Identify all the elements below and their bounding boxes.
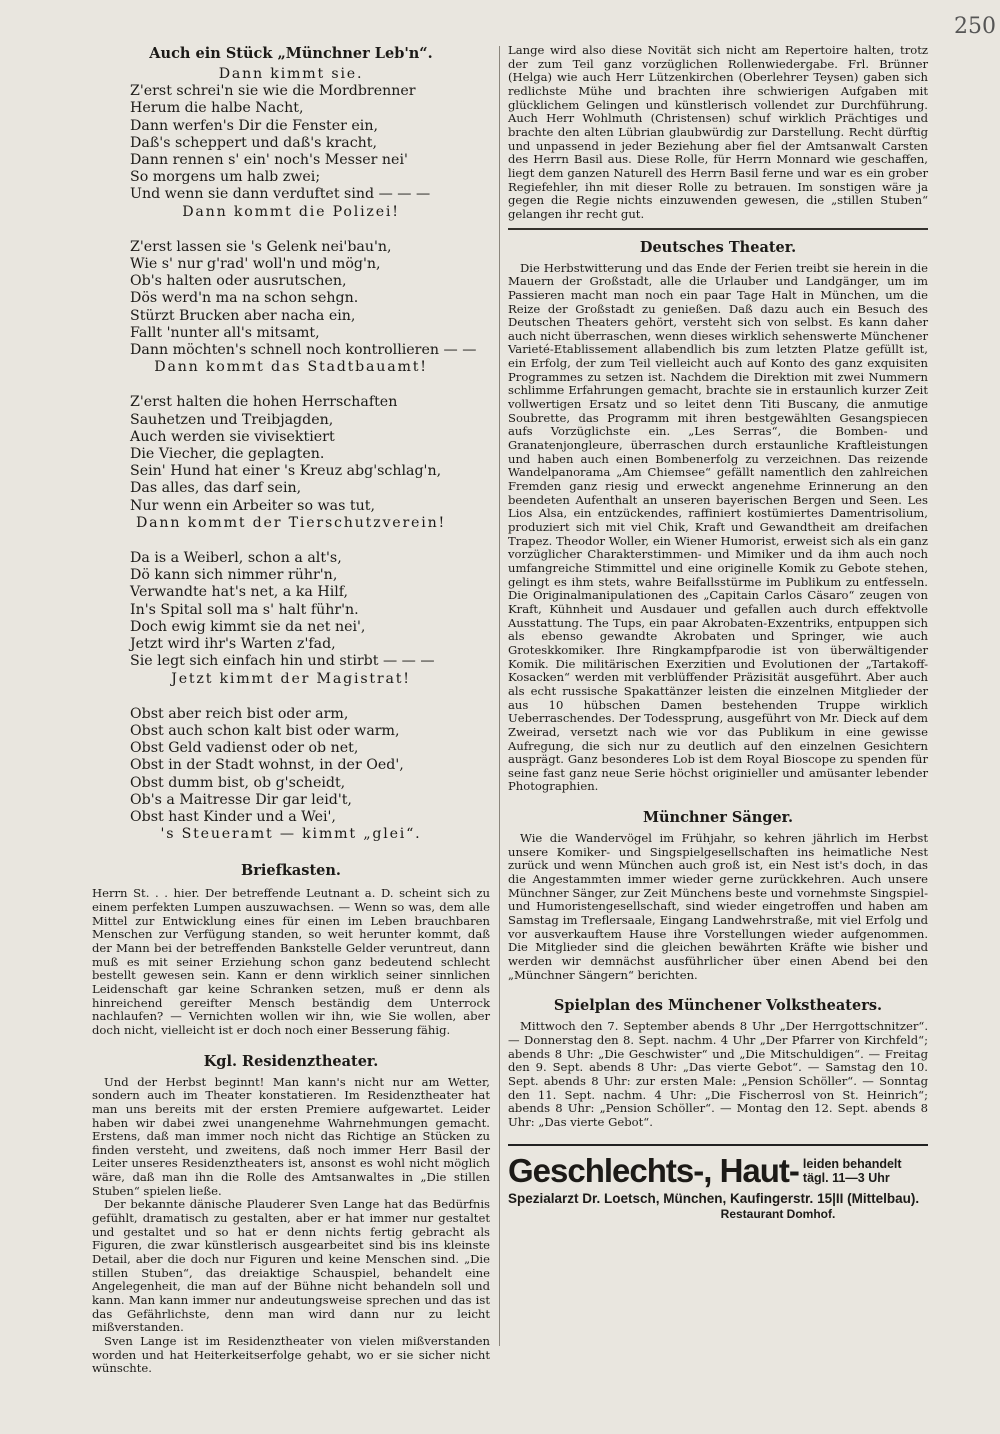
deutsches-text: Die Herbstwitterung und das Ende der Ferien treibt sie herein in die Mauern der Großstadt, alle die Urlauber und Landgänger, um im Passieren macht man noch ein paar Tage Halt in München, um die Reize der Großstadt zu genießen. Daß dazu auch ein Besuch des Deutschen Theaters gehört, versteht sich von selbst. Es kann daher auch nicht überraschen, wenn dieses wirklich sehenswerte Münchener Varieté-Etablissement allabendlich bis zum letzten Platze gefüllt ist, ein Erfolg, der zum Teil vielleicht auch auf Konto des ganz exquisiten Programmes zu setzen ist. Nachdem die Direktion mit zwei Nummern schlimme Erfahrungen gemacht, brachte sie in erstaunlich kurzer Zeit vollwertigen Ersatz und so leitet denn Titi Buscany, die anmutige Soubrette, das Programm mit ihren bestgewählten Gesangspiecen aufs Vorzüglichste ein. „Les Serras“, die Bomben- und Granatenjongleure, überraschen durch erstaunliche Kraftleistungen und haben auch einen Bombenerfolg zu verzeichnen. Das reizende Wandelpanorama „Am Chiemsee“ gefällt namentlich den zahlreichen Fremden ganz riesig und erweckt angenehme Erinnerung an den beendeten Aufenthalt an unseren bayerischen Bergen und Seen. Les Lios Alsa, ein entzückendes, raffiniert kostümiertes Damentrisolium, produziert sich mit viel Chik, Kraft und Gewandtheit am dreifachen Trapez. Theodor Woller, ein Wiener Humorist, erweist sich als ein ganz vorzüglicher Charakterstimmen- und Mimiker und da ihm auch noch umfangreiche Stimmittel und eine originelle Komik zu Gebote stehen, gelingt es ihm stets, wahre Beifallsstürme im Publikum zu entfesseln. Die Originalmanipulationen des „Capitain Carlos Cäsaro“ zeugen von Kraft, Kühnheit und Ausdauer und gefallen auch durch effektvolle Ausstattung. The Tups, ein paar Akrobaten-Exzentriks, entpuppen sich als ebenso gewandte Akrobaten und Springer, wie auch Groteskkomiker. Ihre Ringkampfparodie ist von überwältigender Komik. Die militärischen Exerzitien und Evolutionen der „Tartakoff-Kosacken“ werden mit verblüffender Präzisität ausgeführt. Aber auch als echt russische Spakattänzer leisten die einzelnen Mitglieder der aus 10 hübschen Damen bestehenden Truppe wirklich Ueberraschendes. Der Todessprung, ausgeführt von Mr. Dieck auf dem Zweirad, versetzt nach wie vor das Publikum in eine gewisse Aufregung, die sich nur zu deutlich auf den einzelnen Gesichtern ausprägt. Ganz besonderes Lob ist dem Royal Bioscope zu spenden für seine fast ganz neue Serie höchst originieller und amüsanter lebender Photographien. xyxy=(508,260,928,794)
poem-refrain: Dann kommt der Tierschutzverein! xyxy=(135,514,447,531)
poem-line: Nur wenn ein Arbeiter so was tut, xyxy=(130,497,375,514)
spielplan-text: Mittwoch den 7. September abends 8 Uhr „Der Herrgottschnitzer“. — Donnerstag den 8. Sept. nachm. 4 Uhr „Der Pfarrer von Kirchfeld“; abends 8 Uhr: „Die Geschwister“ und „Die Mitschuldigen“. — Freitag den 9. Sept. abends 8 Uhr: „Das vierte Gebot“. — Samstag den 10. Sept. abends 8 Uhr: zur ersten Male: „Pension Schöller“. — Sonntag den 11. Sept. nachm. 4 Uhr: „Die Fischerrosl von St. Heinrich“; abends 8 Uhr: „Pension Schöller“. — Montag den 12. Sept. abends 8 Uhr: „Das vierte Gebot“. xyxy=(508,1019,928,1129)
poem-line: Die Viecher, die geplagten. xyxy=(130,446,325,463)
advertisement xyxy=(508,1144,928,1221)
poem-line: Obst Geld vadienst oder ob net, xyxy=(130,740,359,757)
poem-stanza xyxy=(92,239,490,377)
poem-line: So morgens um halb zwei; xyxy=(130,169,321,186)
poem-stanza xyxy=(92,706,490,844)
left-column xyxy=(92,44,490,1376)
poem-line: Obst hast Kinder und a Wei', xyxy=(130,808,336,825)
poem-line: Verwandte hat's net, a ka Hilf, xyxy=(130,584,349,601)
poem-line: Auch werden sie vivisektiert xyxy=(130,428,335,445)
poem-refrain: Jetzt kimmt der Magistrat! xyxy=(171,670,411,687)
poem-line: Dann werfen's Dir die Fenster ein, xyxy=(130,117,378,134)
poem-stanza xyxy=(92,550,490,688)
column-divider xyxy=(499,46,500,1346)
residenz-paragraph: Der bekannte dänische Plauderer Sven Lange hat das Bedürfnis gefühlt, dramatisch zu gestalten, aber er hat immer nur gestaltet und gestaltet und so hat er denn nichts fertig gebracht als Figuren, die zwar künstlerisch ausgearbeitet sind bis ins kleinste Detail, aber die doch nur Figuren und keine Menschen sind. „Die stillen Stuben“, das dreiaktige Schauspiel, behandelt eine Angelegenheit, die man auf der Bühne nicht behandeln soll und kann. Man kann immer nur andeutungsweise sprechen und das ist das Gefährlichste, denn man wird dann nur zu leicht mißverstanden. xyxy=(92,1197,490,1335)
ad-side-line: leiden behandelt xyxy=(802,1156,902,1171)
poem-line: Daß's scheppert und daß's kracht, xyxy=(130,134,378,151)
poem-line: Das alles, das darf sein, xyxy=(130,480,302,497)
briefkasten-title: Briefkasten. xyxy=(241,862,341,880)
poem-stanza xyxy=(92,394,490,532)
ad-headline: Geschlechts-, Haut- xyxy=(508,1151,799,1189)
poem-refrain: Dann kommt das Stadtbauamt! xyxy=(154,359,428,376)
poem-line: Sein' Hund hat einer 's Kreuz abg'schlag'n, xyxy=(130,463,442,480)
residenz-paragraph: Sven Lange ist im Residenztheater von vielen mißverstanden worden und hat Heiterkeitserfolge gehabt, wo er sie sicher nicht wünschte. xyxy=(92,1334,490,1376)
poem-line: Dö kann sich nimmer rühr'n, xyxy=(130,567,338,584)
ad-address: Spezialarzt Dr. Loetsch, München, Kaufingerstr. 15|II (Mittelbau). xyxy=(508,1190,920,1206)
poem-stanza xyxy=(92,66,490,221)
poem-line: Sauhetzen und Treibjagden, xyxy=(130,411,334,428)
poem-line: Doch ewig kimmt sie da net nei', xyxy=(130,618,366,635)
poem-title: Auch ein Stück „Münchner Leb'n“. xyxy=(149,45,433,62)
poem-line: Da is a Weiberl, schon a alt's, xyxy=(130,550,342,567)
poem-line: Obst auch schon kalt bist oder warm, xyxy=(130,722,400,739)
poem-line: Ob's a Maitresse Dir gar leid't, xyxy=(130,791,352,808)
poem-line: Stürzt Brucken aber nacha ein, xyxy=(130,307,356,324)
poem-line: Obst in der Stadt wohnst, in der Oed', xyxy=(130,757,404,774)
poem-line: Z'erst halten die hohen Herrschaften xyxy=(130,394,398,411)
ad-side-line: tägl. 11—3 Uhr xyxy=(802,1170,890,1185)
section-rule xyxy=(508,228,928,230)
saenger-title: Münchner Sänger. xyxy=(642,809,794,827)
poem-line: Fallt 'nunter all's mitsamt, xyxy=(130,324,320,341)
poem-line: Z'erst lassen sie 's Gelenk nei'bau'n, xyxy=(130,238,392,255)
poem-line: Jetzt wird ihr's Warten z'fad, xyxy=(130,636,336,653)
poem xyxy=(92,66,490,843)
poem-line: Dann kimmt sie. xyxy=(218,66,364,82)
poem-refrain: 's Steueramt — kimmt „glei“. xyxy=(160,826,422,843)
poem-line: Herum die halbe Nacht, xyxy=(130,100,304,117)
poem-line: Und wenn sie dann verduftet sind — — — xyxy=(130,186,431,203)
poem-line: Dann möchten's schnell noch kontrollieren — — xyxy=(130,342,477,359)
poem-line: Dös werd'n ma na schon sehgn. xyxy=(130,290,359,307)
poem-line: In's Spital soll ma s' halt führ'n. xyxy=(130,601,359,618)
poem-line: Z'erst schrei'n sie wie die Mordbrenner xyxy=(130,83,416,100)
deutsches-title: Deutsches Theater. xyxy=(639,238,797,256)
residenz-title: Kgl. Residenztheater. xyxy=(203,1052,379,1070)
poem-line: Wie s' nur g'rad' woll'n und mög'n, xyxy=(130,256,381,273)
poem-line: Ob's halten oder ausrutschen, xyxy=(130,273,347,290)
ad-footer: Restaurant Domhof. xyxy=(720,1206,836,1221)
right-column xyxy=(508,44,928,1221)
poem-line: Obst aber reich bist oder arm, xyxy=(130,705,349,722)
poem-line: Sie legt sich einfach hin und stirbt — — — xyxy=(130,653,435,670)
poem-line: Dann rennen s' ein' noch's Messer nei' xyxy=(130,152,408,169)
page-number: 250 xyxy=(954,14,996,39)
poem-line: Obst dumm bist, ob g'scheidt, xyxy=(130,774,346,791)
residenz-continuation: Lange wird also diese Novität sich nicht am Repertoire halten, trotz der zum Teil ganz vorzüglichen Rollenwiedergabe. Frl. Brünner (Helga) wie auch Herr Lützenkirchen (Oberlehrer Teysen) gaben sich redlichste Mühe und brachten ihre schwierigen Aufgaben mit glücklichem Gelingen und künstlerisch vollendet zur Durchführung. Auch Herr Wohlmuth (Christensen) schuf wirklich Prächtiges und brachte den alten Lübrian glaubwürdig zur Darstellung. Recht dürftig und unpassend in jeder Beziehung aber fiel der Amtsanwalt Carsten des Herrn Basil aus. Diese Rolle, für Herrn Monnard wie geschaffen, liegt dem ganzen Naturell des Herrn Basil ferne und war es ein grober Regiefehler, ihn mit dieser Rolle zu betrauen. Im sonstigen wäre ja gegen die Regie nichts einzuwenden gewesen, die „stillen Stuben“ gelangen ihr recht gut. xyxy=(508,43,928,221)
poem-refrain: Dann kommt die Polizei! xyxy=(182,203,400,220)
saenger-text: Wie die Wandervögel im Frühjahr, so kehren jährlich im Herbst unsere Komiker- und Singspielgesellschaften ins heimatliche Nest zurück und wenn München auch groß ist, ein Nest ist's doch, in das die Angestammten immer wieder gerne zurückkehren. Auch unsere Münchner Sänger, zur Zeit Münchens beste und vornehmste Singspiel- und Humoristengesellschaft, sind wieder eingetroffen und haben am Samstag im Treflersaale, Eingang Landwehrstraße, mit viel Erfolg und vor ausverkauftem Hause ihre Vorstellungen wieder aufgenommen. Die Mitglieder sind die gleichen bewährten Kräfte wie bisher und werden wir demnächst ausführlicher über einen Abend bei den „Münchner Sängern“ berichten. xyxy=(508,831,928,982)
briefkasten-text: Herrn St. . . hier. Der betreffende Leutnant a. D. scheint sich zu einem perfekten Lumpen auszuwachsen. — Wenn so was, dem alle Mittel zur Entwicklung eines für einen im Leben brauchbaren Menschen zur Verfügung standen, so weit herunter kommt, daß der Mann bei der betreffenden Bankstelle Gelder veruntreut, dann muß es mit seiner Erziehung schon ganz bedeutend schlecht bestellt gewesen sein. Kann er denn wirklich seiner sinnlichen Leidenschaft gar keine Schranken setzen, muß er denn als hinreichend gereifter Mensch beständig dem Unterrock nachlaufen? — Vernichten wollen wir ihn, wie Sie wollen, aber doch nicht, vielleicht ist er doch noch einer Besserung fähig. xyxy=(92,886,490,1037)
spielplan-title: Spielplan des Münchener Volkstheaters. xyxy=(553,997,883,1015)
residenz-paragraph: Und der Herbst beginnt! Man kann's nicht nur am Wetter, sondern auch im Theater konstatieren. Im Residenztheater hat man uns bereits mit der ersten Premiere aufgewartet. Leider haben wir dabei zwei unangenehme Wahrnehmungen gemacht. Erstens, daß man immer noch nicht das Richtige an Stücken zu finden versteht, und zweitens, daß noch immer Herr Basil der Leiter unseres Residenztheaters ist, ansonst es wohl nicht möglich wäre, daß man ihn die Rolle des Amtsanwaltes in „Die stillen Stuben“ spielen ließe. xyxy=(92,1074,490,1198)
residenz-article xyxy=(92,1076,490,1376)
